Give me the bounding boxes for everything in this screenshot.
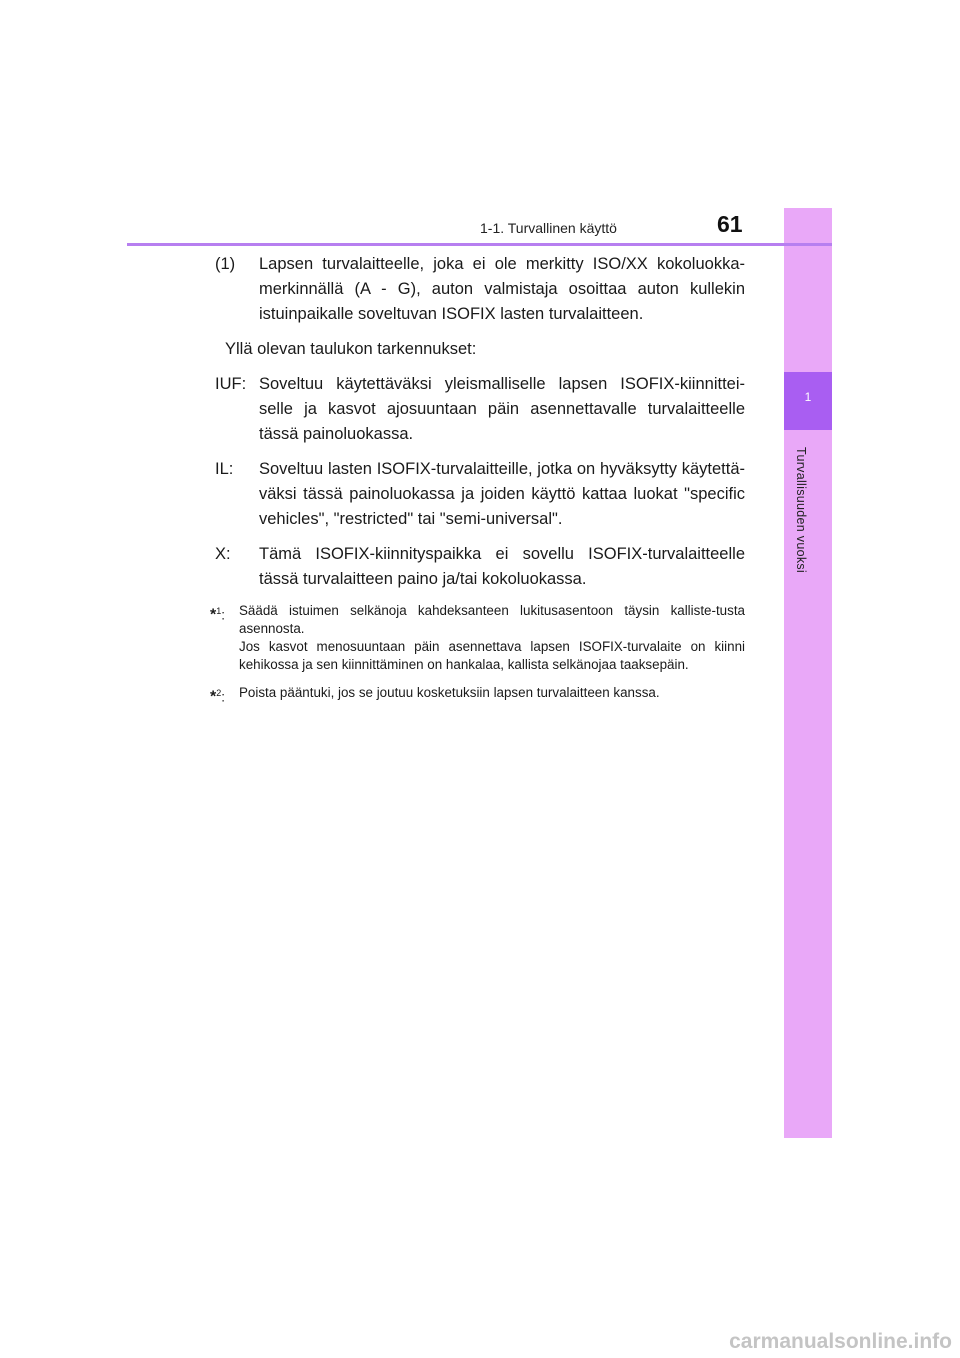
table-notes-intro: Yllä olevan taulukon tarkennukset: [225,340,477,358]
definition-label: IUF: [215,375,247,393]
definition-il [215,457,745,532]
chapter-number: 1 [804,390,812,404]
definition-label: X: [215,545,231,563]
footnote-paragraph: Jos kasvot menosuuntaan päin asennettava lapsen ISOFIX-turvalaite on kiinni kehikossa ja sen kiinnittäminen on hankalaa, kallista selkänojaa taaksepäin. [239,639,745,672]
definition-text: Soveltuu lasten ISOFIX-turvalaitteille, jotka on hyväksytty käytettä-väksi tässä painoluokassa ja joiden käyttö kattaa luokat "specific vehicles", "restricted" tai "semi-universal". [259,460,745,528]
page-content [210,252,745,716]
footnote-2 [210,684,745,706]
definition-iuf [215,372,745,447]
chapter-title: Turvallisuuden vuoksi [794,446,808,574]
section-title: 1-1. Turvallinen käyttö [480,220,617,236]
footnote-text [239,684,745,706]
definition-text: Soveltuu käytettäväksi yleismalliselle lapsen ISOFIX-kiinnittei-selle ja kasvot ajosuuntaan päin asennettavalle turvalaitteelle tässä painoluokassa. [259,375,745,443]
definition-label: IL: [215,460,234,478]
footnote-marker: *$^1$: [210,606,225,624]
item-label: (1) [215,255,236,273]
chapter-side-tab [784,208,832,1138]
footnote-text [239,602,745,674]
footnote-paragraph: Poista pääntuki, jos se joutuu kosketuksiin lapsen turvalaitteen kanssa. [239,685,660,700]
footnote-1 [210,602,745,674]
definition-text: Tämä ISOFIX-kiinnityspaikka ei sovellu ISOFIX-turvalaitteelle tässä turvalaitteen paino ja/tai kokoluokassa. [259,545,745,588]
footnote-marker: *$^2$: [210,688,225,706]
header-rule [127,243,832,246]
item-text: Lapsen turvalaitteelle, joka ei ole merkitty ISO/XX kokoluokka-merkinnällä (A - G), auton valmistaja osoittaa auton kullekin istuinpaikalle soveltuvan ISOFIX lasten turvalaitteen. [259,255,745,323]
footnote-paragraph: Säädä istuimen selkänoja kahdeksanteen lukitusasentoon täysin kalliste-tusta asennosta. [239,603,745,636]
definition-x [215,542,745,592]
page-number: 61 [717,211,743,237]
watermark: carmanualsonline.info [729,1330,952,1353]
list-item-1 [215,252,745,327]
